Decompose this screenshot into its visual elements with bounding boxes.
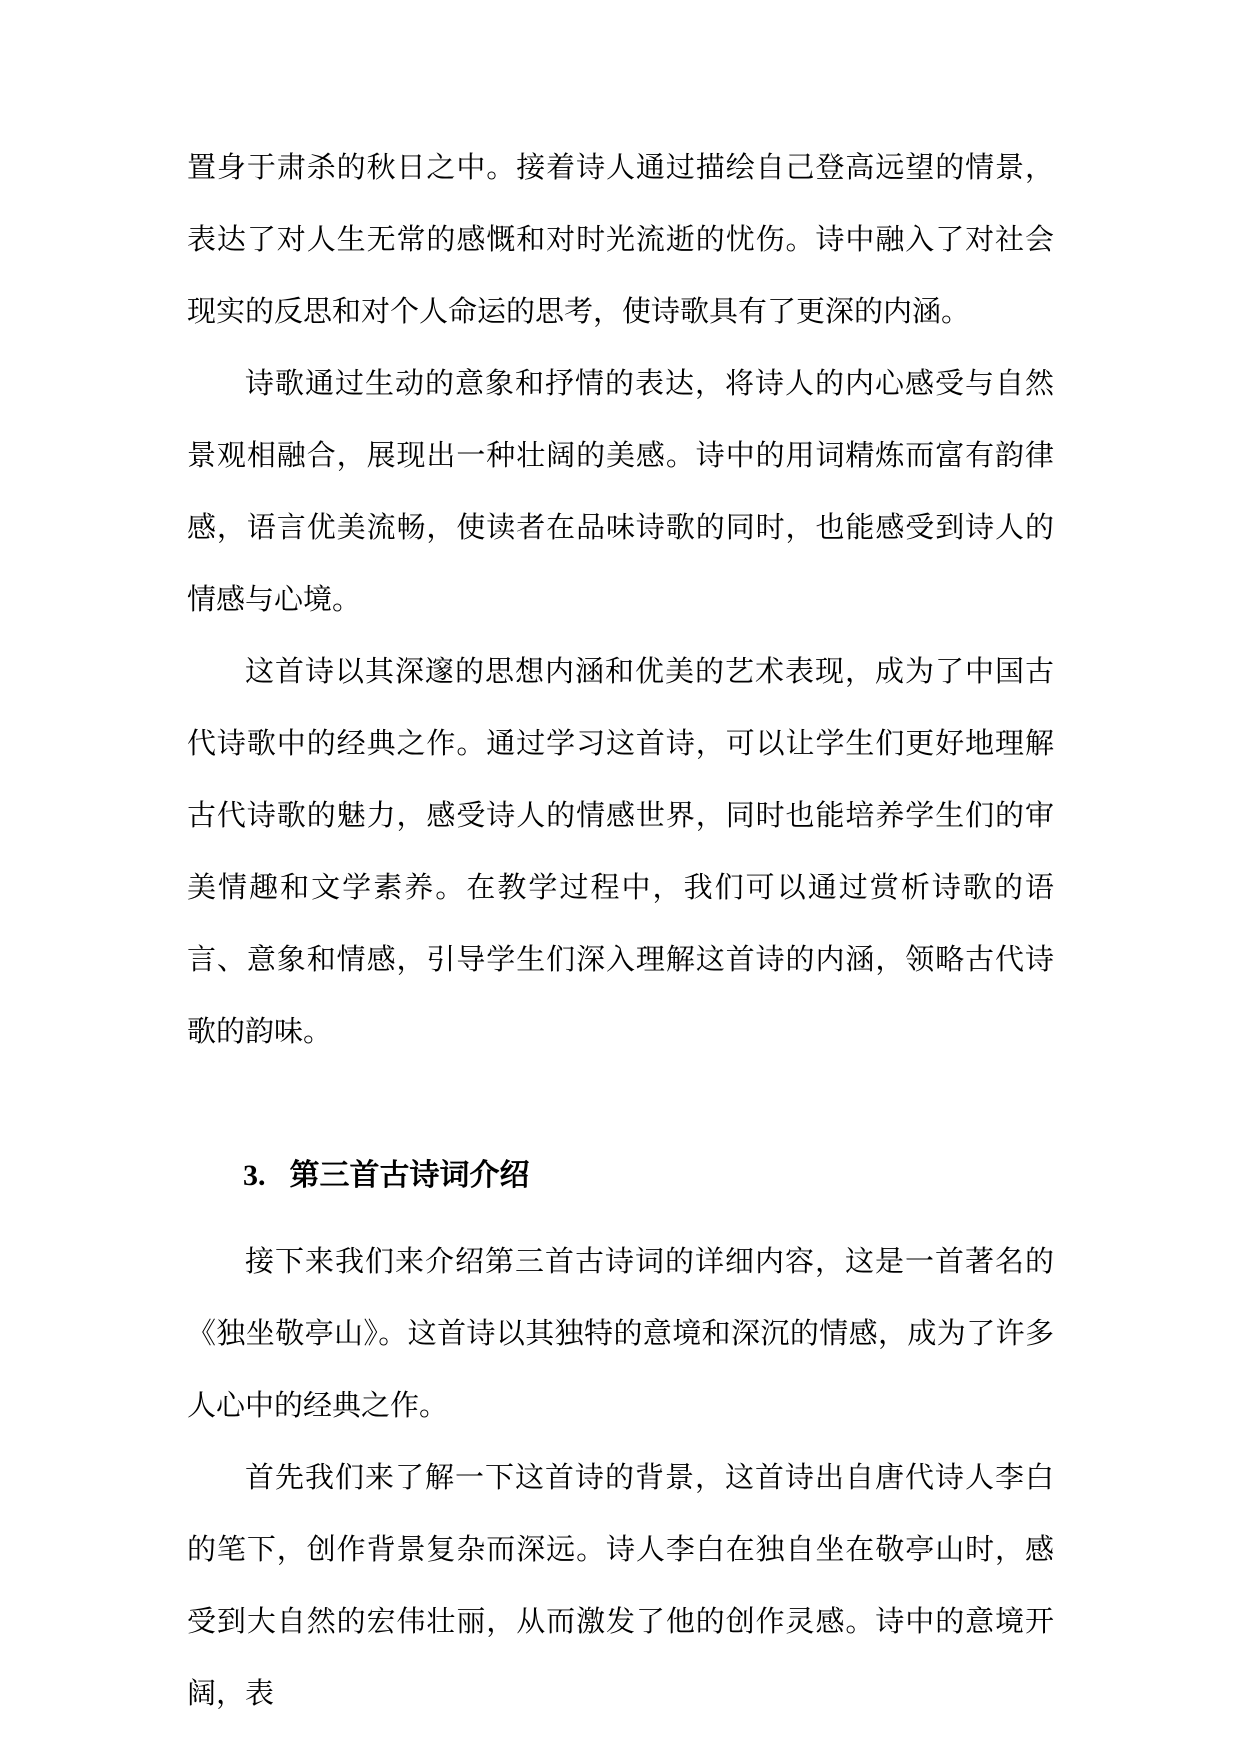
paragraph-third-poem-intro: 接下来我们来介绍第三首古诗词的详细内容，这是一首著名的《独坐敬亭山》。这首诗以其独特的意境和深沉的情感，成为了许多人心中的经典之作。 xyxy=(187,1246,1054,1422)
paragraph-classic-significance: 这首诗以其深邃的思想内涵和优美的艺术表现，成为了中国古代诗歌中的经典之作。通过学习这首诗，可以让学生们更好地理解古代诗歌的魅力，感受诗人的情感世界，同时也能培养学生们的审美情趣和文学素养。在教学过程中，我们可以通过赏析诗歌的语言、意象和情感，引导学生们深入理解这首诗的内涵，领略古代诗歌的韵味。 xyxy=(187,656,1054,1048)
heading-number: 3. xyxy=(243,1159,266,1192)
paragraph-imagery-lyricism: 诗歌通过生动的意象和抒情的表达，将诗人的内心感受与自然景观相融合，展现出一种壮阔的美感。诗中的用词精炼而富有韵律感，语言优美流畅，使读者在品味诗歌的同时，也能感受到诗人的情感与心境。 xyxy=(187,368,1054,616)
page-content xyxy=(187,132,1054,1730)
paragraph-poem-background: 首先我们来了解一下这首诗的背景，这首诗出自唐代诗人李白的笔下，创作背景复杂而深远。诗人李白在独自坐在敬亭山时，感受到大自然的宏伟壮丽，从而激发了他的创作灵感。诗中的意境开阔，表 xyxy=(187,1462,1054,1710)
heading-title: 第三首古诗词介绍 xyxy=(289,1159,530,1192)
section-heading xyxy=(187,1140,1054,1212)
paragraph-continuation: 置身于肃杀的秋日之中。接着诗人通过描绘自己登高远望的情景，表达了对人生无常的感慨和对时光流逝的忧伤。诗中融入了对社会现实的反思和对个人命运的思考，使诗歌具有了更深的内涵。 xyxy=(187,152,1054,328)
